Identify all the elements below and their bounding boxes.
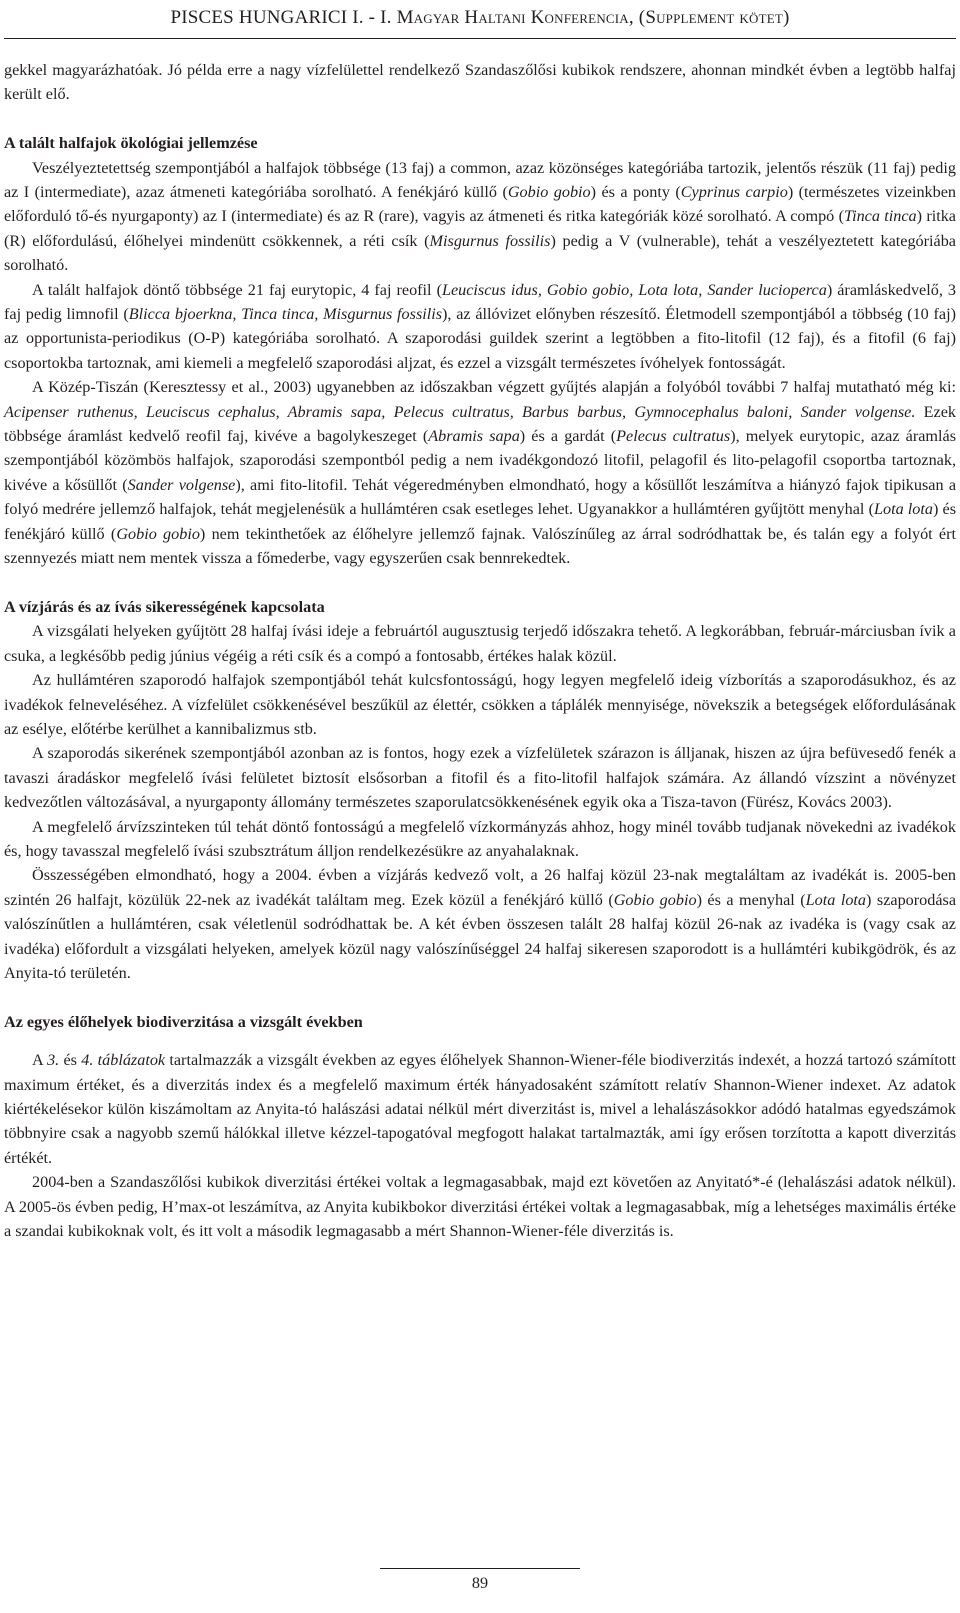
header-supplement: Supplement kötet bbox=[645, 7, 784, 28]
paragraph-eurytopic: A talált halfajok döntő többsége 21 faj eurytopic, 4 faj reofil (Leuciscus idus, Gobio gobio, Lota lota, Sander lucioperca) áramláskedvelő, 3 faj pedig limnofil (Blicca bjoerkna, Tinca tinca, Misgurnus fossilis), az állóvizet előnyben részesítő. Életmodell szempontjából a többség (10 faj) az opportunista-periodikus (O-P) kategóriába sorolható. A szaporodási guildek szerint a legtöbben a fito-litofil (12 faj), és a fitofil (6 faj) csoportokba tartoznak, ami kiemeli a megfelelő szaporodási aljzat, és ezzel a vizsgált természetes ívóhelyek fontosságát. bbox=[4, 280, 956, 372]
section-heading-ecology: A talált halfajok ökológiai jellemzése bbox=[4, 134, 258, 153]
paragraph-spawning-time: A vizsgálati helyeken gyűjtött 28 halfaj ívási ideje a februártól augusztusig terjedő időszakra tehető. A legkorábban, február-márciusban ívik a csuka, a legkésőbb pedig június végéig a réti csík és a compó a fontosabb, értékes halak közül. bbox=[4, 622, 956, 665]
header-close-paren: ) bbox=[783, 7, 790, 28]
paragraph-water-management: A megfelelő árvízszinteken túl tehát döntő fontosságú a megfelelő vízkormányzás ahhoz, hogy minél tovább tudjanak növekedni az ivadékok és, hogy tavasszal megfelelő ívási szubsztrátum álljon rendelkezésükre az anyahalaknak. bbox=[4, 817, 956, 860]
header-title bbox=[0, 7, 960, 29]
spacer bbox=[4, 107, 956, 131]
article-body bbox=[4, 58, 956, 1243]
paragraph-summary: Összességében elmondható, hogy a 2004. évben a vízjárás kedvező volt, a 26 halfaj közül 23-nak megtaláltam az ivadékát is. 2005-ben szintén 26 halfajt, közülük 22-nek az ivadékát találtam meg. Ezek közül a fenékjáró küllő (Gobio gobio) és a menyhal (Lota lota) szaporodása valószínűtlen a hullámtéren, csak véletlenül sodródhattak be. A két évben összesen talált 28 halfaj közül 26-nak az ivadéka is (vagy csak az ivadéka) előfordult a vizsgálati helyeken, amelyek közül nagy valószínűséggel 24 halfaj sikeresen szaporodott is a hullámtéri kubikgödrök, és az Anyita-tó területén. bbox=[4, 866, 957, 982]
spacer bbox=[4, 1034, 956, 1048]
paragraph-spawning-success: A szaporodás sikerének szempontjából azonban az is fontos, hogy ezek a vízfelületek szárazon is álljanak, hiszen az újra befüvesedő fenék a tavaszi áradáskor megfelelő ívási felületet biztosít elsősorban a fitofil és a fito-litofil halfajok számára. Az állandó vízszint a növényzet kedvezőtlen változásával, a nyurgaponty állomány természetes szaporulatcsökkenésének egyik oka a Tisza-tavon (Fürész, Kovács 2003). bbox=[4, 744, 956, 812]
footer-rule bbox=[380, 1568, 580, 1569]
header-journal: PISCES HUNGARICI I. - I. bbox=[170, 7, 397, 28]
running-header bbox=[0, 0, 960, 44]
section-heading-water-regime: A vízjárás és az ívás sikerességének kapcsolata bbox=[4, 597, 325, 616]
paragraph-middle-tisza: A Közép-Tiszán (Keresztessy et al., 2003) ugyanebben az időszakban végzett gyűjtés alapján a folyóból további 7 halfaj mutatható még ki: Acipenser ruthenus, Leuciscus cephalus, Abramis sapa, Pelecus cultratus, Barbus barbus, Gymnocephalus baloni, Sander volgense. Ezek többsége áramlást kedvelő reofil faj, kivéve a bagolykeszeget (Abramis sapa) és a gardát (Pelecus cultratus), melyek eurytopic, azaz áramlás szempontjából közömbös halfajok, szaporodási szempontból pedig a nem ivadékgondozó litofil, pelagofil és lito-pelagofil csoportba tartoznak, kivéve a kősüllőt (Sander volgense), ami fito-litofil. Tehát végeredményben elmondható, hogy a kősüllőt leszámítva a hiányzó fajok tipikusan a folyó medrére jellemző halfajok, tehát megjelenésük a hullámtéren csak esetleges lehet. Ugyanakkor a hullámtéren gyűjtött menyhal (Lota lota) és fenékjáró küllő (Gobio gobio) nem tekinthetőek az élőhelyre jellemző fajnak. Valószínűleg az árral sodródhattak be, és talán egy a folyót ért szennyezés miatt nem mentek vissza a főmederbe, vagy egyszerűen csak bennrekedtek. bbox=[4, 378, 957, 568]
header-separator: , ( bbox=[628, 7, 646, 28]
section-heading-biodiversity: Az egyes élőhelyek biodiverzitása a vizsgált években bbox=[4, 1012, 363, 1031]
paragraph-endangerment: Veszélyeztetettség szempontjából a halfajok többsége (13 faj) a common, azaz közönséges kategóriába tartozik, jelentős részük (11 faj) pedig az I (intermediate), azaz átmeneti kategóriába sorolható. A fenékjáró küllő (Gobio gobio) és a ponty (Cyprinus carpio) (természetes vizeinkben előforduló tő-és nyurgaponty) az I (intermediate) és az R (rare), vagyis az átmeneti és ritka kategóriák közé sorolható. A compó (Tinca tinca) ritka (R) előfordulású, élőhelyei mindenütt csökkennek, a réti csík (Misgurnus fossilis) pedig a V (vulnerable), tehát a veszélyeztetett kategóriába sorolható. bbox=[4, 158, 957, 275]
spacer bbox=[4, 571, 956, 595]
intro-paragraph: gekkel magyarázhatóak. Jó példa erre a nagy vízfelülettel rendelkező Szandaszőlősi kubikok rendszere, ahonnan mindkét évben a legtöbb halfaj került elő. bbox=[4, 61, 956, 104]
paragraph-diversity-results: 2004-ben a Szandaszőlősi kubikok diverzitási értékei voltak a legmagasabbak, majd ezt követően az Anyitató*-é (lehalászási adatok nélkül). A 2005-ös évben pedig, H’max-ot leszámítva, az Anyita kubikbokor diverzitási értékei voltak a legmagasabbak, míg a lehetséges maximális értéke a szandai kubikoknak volt, és itt volt a második legmagasabb a mért Shannon-Wiener-féle diverzitás is. bbox=[4, 1173, 956, 1241]
header-rule bbox=[4, 38, 956, 39]
spacer bbox=[4, 985, 956, 1009]
paragraph-floodplain: Az hullámtéren szaporodó halfajok szempontjából tehát kulcsfontosságú, hogy legyen megfelelő ideig vízborítás a szaporodásukhoz, és az ivadékok felneveléséhez. A vízfelület csökkenésével beszűkül az élettér, csökken a táplálék mennyisége, növekszik a betegségek előfordulásának az esélye, előtérbe kerülhet a kannibalizmus stb. bbox=[4, 671, 956, 738]
header-conference: Magyar Haltani Konferencia bbox=[396, 7, 629, 28]
page-number: 89 bbox=[471, 1574, 489, 1592]
paragraph-tables: A 3. és 4. táblázatok tartalmazzák a vizsgált években az egyes élőhelyek Shannon-Wiener-féle biodiverzitás indexét, a hozzá tartozó számított maximum értéket, és a diverzitás index és a megfelelő maximum érték hányadosaként számított relatív Shannon-Wiener indexet. Az adatok kiértékelésekor külön kiszámoltam az Anyita-tó halászási adatai nélkül mért diverzitást is, mivel a lehalászásokkor adódó hatalmas egyedszámok többnyire csak a nagyobb szemű hálókkal illetve kézzel-tapogatóval megfogott halakat tartalmazták, ami így erősen torzította a kapott diverzitás értékét. bbox=[4, 1051, 957, 1167]
